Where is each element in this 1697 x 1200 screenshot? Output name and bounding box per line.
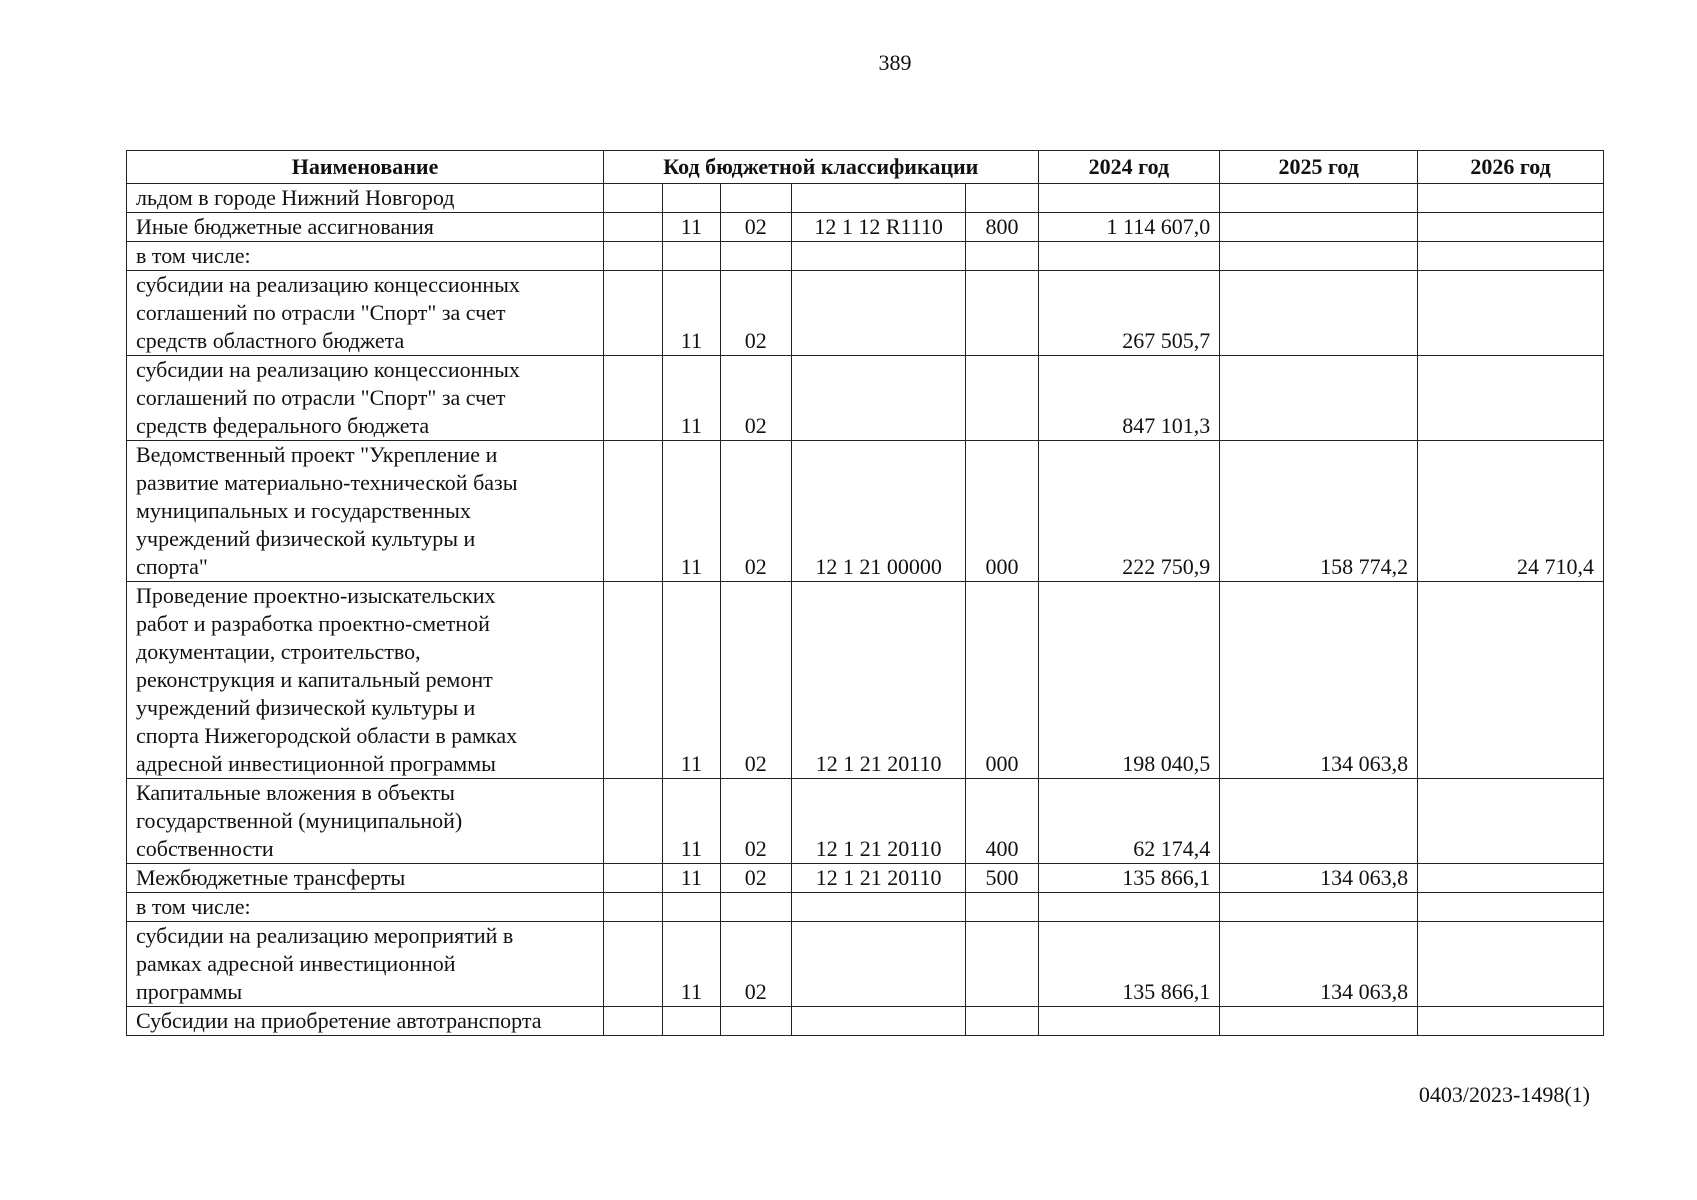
row-name: субсидии на реализацию концессионных соглашений по отрасли "Спорт" за счет средств федерального бюджета [127,356,604,441]
code-target-article [791,356,966,441]
code-subsection [720,184,791,213]
code-cell-empty [604,864,663,893]
table-row [127,779,1604,864]
budget-table [126,150,1604,1036]
amount-2024: 847 101,3 [1038,356,1220,441]
code-subsection: 02 [720,922,791,1007]
table-row [127,582,1604,779]
amount-2026 [1418,356,1604,441]
code-subsection: 02 [720,864,791,893]
code-expense-type [966,271,1038,356]
amount-2025 [1220,213,1418,242]
code-cell-empty [604,582,663,779]
row-name: льдом в городе Нижний Новгород [127,184,604,213]
code-subsection: 02 [720,779,791,864]
header-budget-code: Код бюджетной классификации [604,151,1038,184]
table-row [127,441,1604,582]
amount-2024: 267 505,7 [1038,271,1220,356]
row-name: Иные бюджетные ассигнования [127,213,604,242]
header-2026: 2026 год [1418,151,1604,184]
amount-2025: 134 063,8 [1220,922,1418,1007]
amount-2025 [1220,1007,1418,1036]
amount-2024: 62 174,4 [1038,779,1220,864]
code-target-article: 12 1 12 R1110 [791,213,966,242]
header-row [127,151,1604,184]
code-target-article: 12 1 21 20110 [791,864,966,893]
code-section [662,893,720,922]
code-section: 11 [662,356,720,441]
table-row [127,271,1604,356]
code-expense-type [966,184,1038,213]
code-cell-empty [604,1007,663,1036]
code-subsection: 02 [720,582,791,779]
table-row [127,922,1604,1007]
code-subsection [720,242,791,271]
amount-2025 [1220,184,1418,213]
amount-2025: 158 774,2 [1220,441,1418,582]
code-expense-type: 000 [966,582,1038,779]
amount-2025 [1220,779,1418,864]
code-cell-empty [604,242,663,271]
amount-2024: 222 750,9 [1038,441,1220,582]
amount-2024 [1038,893,1220,922]
amount-2026: 24 710,4 [1418,441,1604,582]
amount-2025 [1220,893,1418,922]
code-target-article [791,1007,966,1036]
amount-2024 [1038,184,1220,213]
header-2024: 2024 год [1038,151,1220,184]
header-name: Наименование [127,151,604,184]
row-name: субсидии на реализацию мероприятий в рамках адресной инвестиционной программы [127,922,604,1007]
code-expense-type [966,356,1038,441]
code-cell-empty [604,271,663,356]
amount-2024: 198 040,5 [1038,582,1220,779]
code-cell-empty [604,441,663,582]
row-name: Ведомственный проект "Укрепление и развитие материально-технической базы муниципальных и государственных учреждений физической культуры и спорта" [127,441,604,582]
code-cell-empty [604,893,663,922]
code-target-article: 12 1 21 00000 [791,441,966,582]
amount-2024 [1038,242,1220,271]
amount-2025 [1220,242,1418,271]
code-expense-type: 400 [966,779,1038,864]
page-number: 389 [878,50,912,75]
code-subsection [720,893,791,922]
code-subsection: 02 [720,356,791,441]
amount-2026 [1418,242,1604,271]
code-expense-type [966,922,1038,1007]
code-section: 11 [662,582,720,779]
document-code: 0403/2023-1498(1) [1418,1082,1590,1107]
code-expense-type: 000 [966,441,1038,582]
code-section: 11 [662,271,720,356]
row-name: в том числе: [127,242,604,271]
amount-2024 [1038,1007,1220,1036]
amount-2026 [1418,1007,1604,1036]
table-row [127,864,1604,893]
amount-2026 [1418,864,1604,893]
code-target-article [791,893,966,922]
code-target-article [791,922,966,1007]
row-name: в том числе: [127,893,604,922]
row-name: Капитальные вложения в объекты государственной (муниципальной) собственности [127,779,604,864]
table-row [127,242,1604,271]
code-expense-type: 800 [966,213,1038,242]
code-target-article: 12 1 21 20110 [791,582,966,779]
code-expense-type [966,893,1038,922]
row-name: Субсидии на приобретение автотранспорта [127,1007,604,1036]
code-section: 11 [662,779,720,864]
code-subsection: 02 [720,441,791,582]
code-section [662,242,720,271]
code-subsection [720,1007,791,1036]
amount-2024: 1 114 607,0 [1038,213,1220,242]
code-section: 11 [662,922,720,1007]
row-name: субсидии на реализацию концессионных соглашений по отрасли "Спорт" за счет средств областного бюджета [127,271,604,356]
code-cell-empty [604,922,663,1007]
amount-2026 [1418,271,1604,356]
amount-2026 [1418,213,1604,242]
header-2025: 2025 год [1220,151,1418,184]
code-section: 11 [662,441,720,582]
amount-2026 [1418,184,1604,213]
amount-2026 [1418,779,1604,864]
code-section: 11 [662,864,720,893]
amount-2024: 135 866,1 [1038,864,1220,893]
table-row [127,1007,1604,1036]
code-subsection: 02 [720,213,791,242]
code-section: 11 [662,213,720,242]
code-section [662,1007,720,1036]
table-row [127,213,1604,242]
code-expense-type: 500 [966,864,1038,893]
amount-2026 [1418,582,1604,779]
code-cell-empty [604,356,663,441]
table-row [127,184,1604,213]
code-subsection: 02 [720,271,791,356]
amount-2025 [1220,271,1418,356]
code-cell-empty [604,213,663,242]
amount-2024: 135 866,1 [1038,922,1220,1007]
table-row [127,356,1604,441]
code-expense-type [966,1007,1038,1036]
code-section [662,184,720,213]
code-target-article [791,184,966,213]
code-target-article [791,242,966,271]
amount-2026 [1418,922,1604,1007]
code-cell-empty [604,779,663,864]
table-body [127,184,1604,1036]
code-expense-type [966,242,1038,271]
code-target-article [791,271,966,356]
amount-2025: 134 063,8 [1220,864,1418,893]
code-target-article: 12 1 21 20110 [791,779,966,864]
row-name: Межбюджетные трансферты [127,864,604,893]
amount-2025 [1220,356,1418,441]
amount-2025: 134 063,8 [1220,582,1418,779]
row-name: Проведение проектно-изыскательских работ и разработка проектно-сметной документации, строительство, реконструкция и капитальный ремонт учреждений физической культуры и спорта Нижегородской области в рамках адресной инвестиционной программы [127,582,604,779]
amount-2026 [1418,893,1604,922]
code-cell-empty [604,184,663,213]
table-row [127,893,1604,922]
